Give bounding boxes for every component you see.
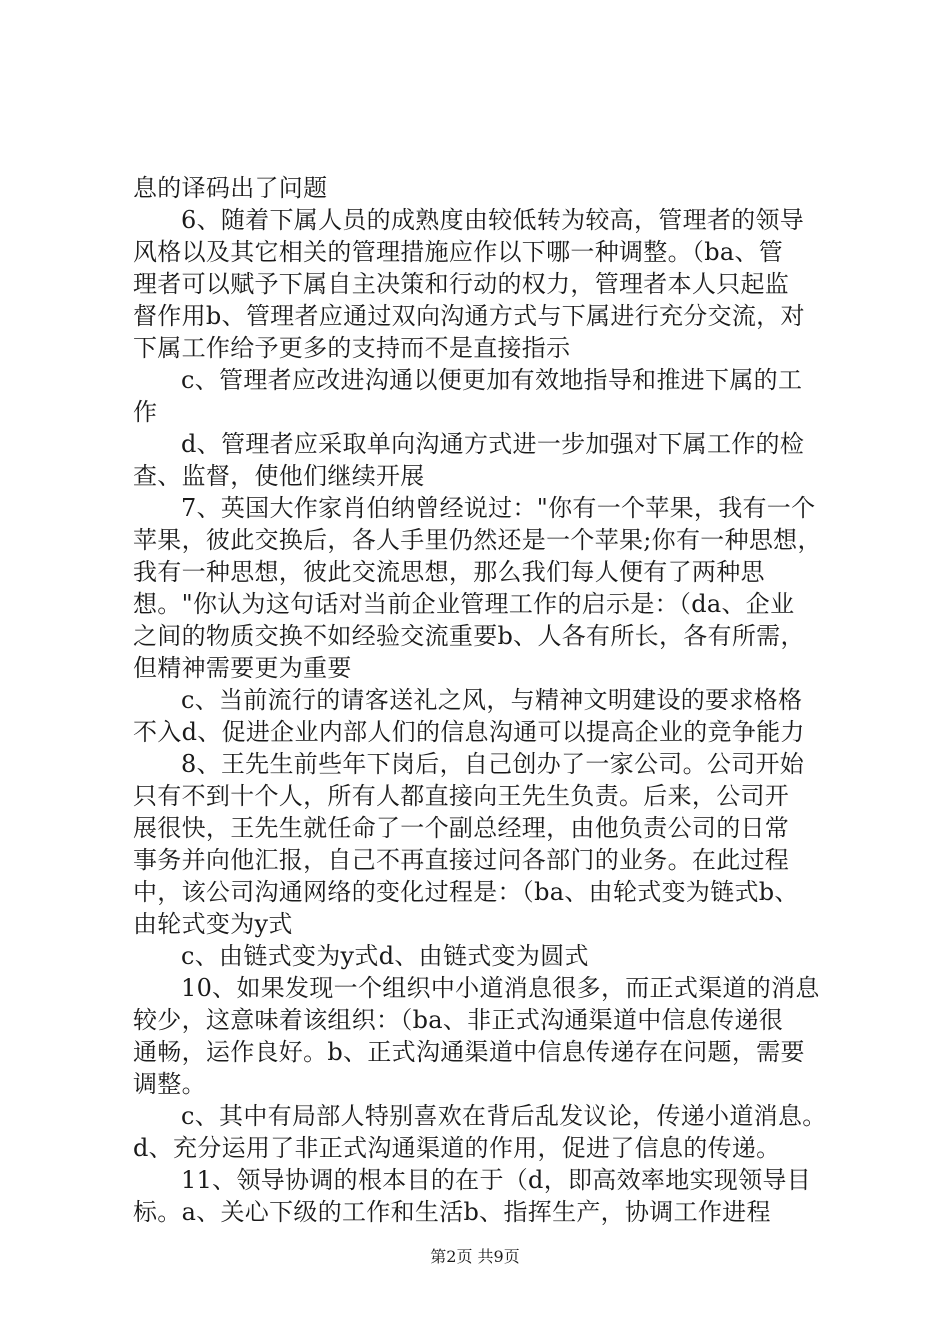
paragraph-option-6d: d、管理者应采取单向沟通方式进一步加强对下属工作的检 查、监督，使他们继续开展 [133,430,805,490]
paragraph-option-10cd: c、其中有局部人特别喜欢在背后乱发议论，传递小道消息。 d、充分运用了非正式沟通渠道的作用，促进了信息的传递。 [133,1102,827,1162]
page-number-footer: 第2页 共9页 [430,1247,520,1266]
paragraph-continuation: 息的译码出了问题 [133,174,328,202]
paragraph-question-11: 11、领导协调的根本目的在于（d，即高效率地实现领导目 标。a、关心下级的工作和生活b、指挥生产，协调工作进程 [133,1166,812,1226]
paragraph-option-8cd: c、由链式变为y式d、由链式变为圆式 [181,942,589,970]
paragraph-question-7: 7、英国大作家肖伯纳曾经说过："你有一个苹果，我有一个 苹果，彼此交换后，各人手里仍然还是一个苹果;你有一种思想， 我有一种思想，彼此交流思想，那么我们每人便有了两种思 想。"你认为这句话对当前企业管理工作的启示是：（da、企业 之间的物质交换不如经验交流重要b、人各有所长，各有所需， 但精神需要更为重要 [133,494,822,682]
paragraph-option-6c: c、管理者应改进沟通以便更加有效地指导和推进下属的工 作 [133,366,803,426]
paragraph-question-10: 10、如果发现一个组织中小道消息很多，而正式渠道的消息 较少，这意味着该组织：（ba、非正式沟通渠道中信息传递很 通畅，运作良好。b、正式沟通渠道中信息传递存在问题，需要 调整。 [133,974,820,1098]
paragraph-question-8: 8、王先生前些年下岗后，自己创办了一家公司。公司开始 只有不到十个人，所有人都直接向王先生负责。后来，公司开 展很快，王先生就任命了一个副总经理，由他负责公司的日常 事务并向他汇报，自己不再直接过问各部门的业务。在此过程 中，该公司沟通网络的变化过程是：（ba、由轮式变为链式b、 由轮式变为y式 [133,750,805,938]
paragraph-question-6: 6、随着下属人员的成熟度由较低转为较高，管理者的领导 风格以及其它相关的管理措施应作以下哪一种调整。（ba、管 理者可以赋予下属自主决策和行动的权力，管理者本人只起监 督作用b、管理者应通过双向沟通方式与下属进行充分交流，对 下属工作给予更多的支持而不是直接指示 [133,206,805,362]
document-body [133,172,843,1228]
paragraph-option-7cd: c、当前流行的请客送礼之风，与精神文明建设的要求格格 不入d、促进企业内部人们的信息沟通可以提高企业的竞争能力 [133,686,805,746]
